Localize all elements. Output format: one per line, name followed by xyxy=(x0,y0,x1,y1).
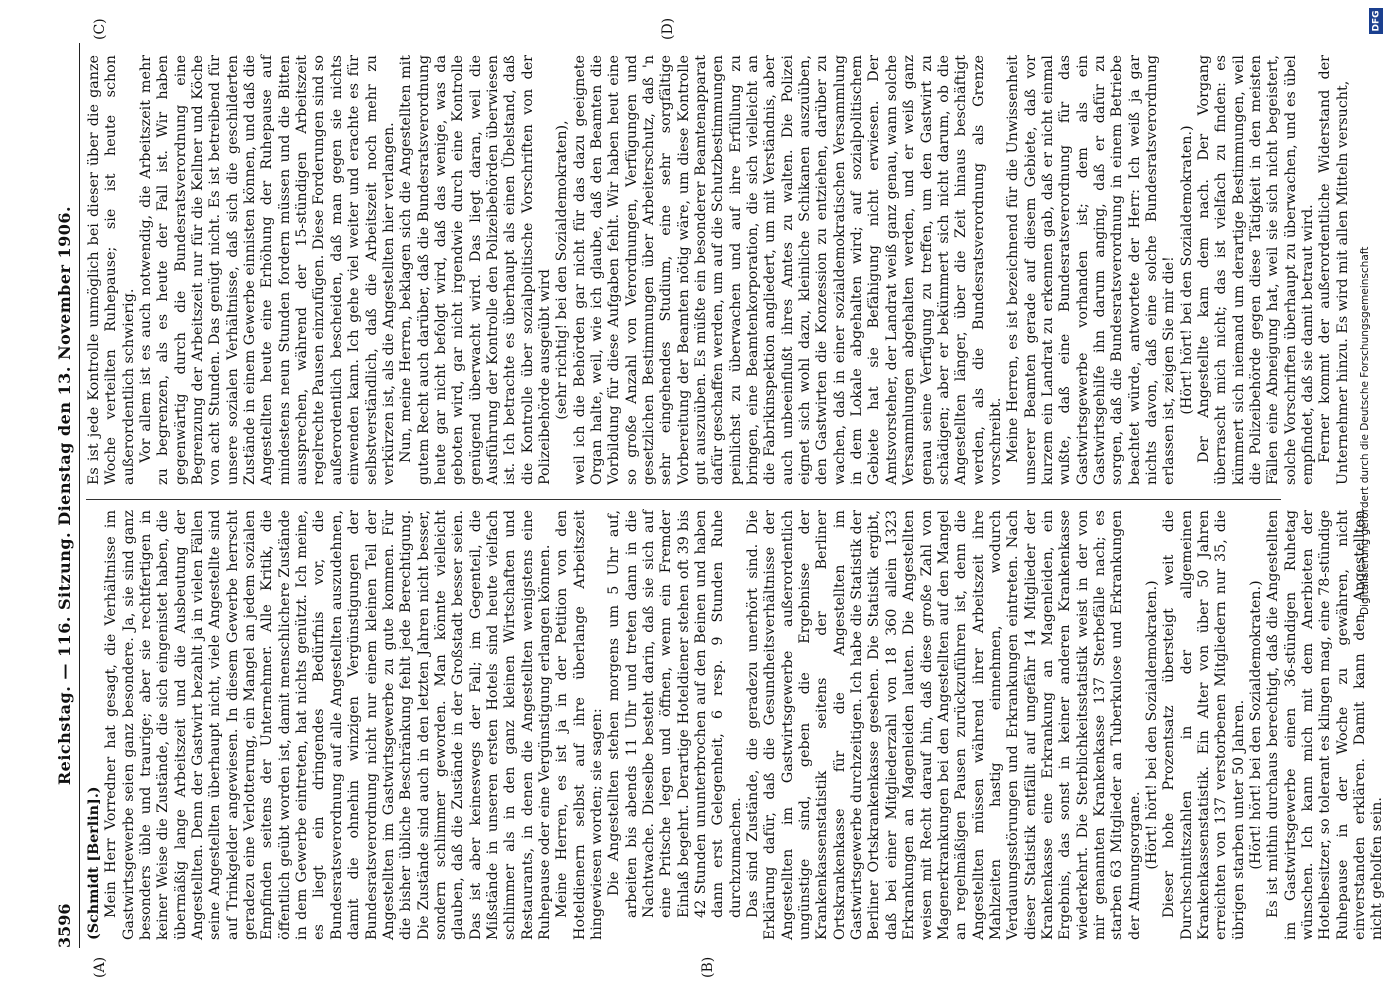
block-quote: Die Angestellten stehen morgens um 5 Uhr auf, arbeiten bis abends 11 Uhr und treten dann in die Nachtwache. Dieselbe besteht darin, daß sie sich auf eine Pritsche legen und öffnen, wenn ein Fremder Einlaß begehrt. Derartige Hoteldiener stehen oft 39 bis 42 Stunden ununterbrochen auf den Beinen und haben dann erst Gelegenheit, 6 resp. 9 Stunden Ruhe durchzumachen. xyxy=(606,510,744,918)
column-divider xyxy=(86,499,1281,500)
paragraph: Der Angestellte kam dem nach. Der Vorgang überrascht mich nicht; das ist vielfach zu finden: es kümmert sich niemand um derartige Bestimmungen, weil die Polizeibehörde gegen diese Tätigkeit in den meisten Fällen eine Abneigung hat, weil sie sich nicht begeistert, solche Vorschriften überhaupt zu überwachen, und es übel empfindet, daß sie damit betraut wird. xyxy=(1196,55,1317,485)
paragraph: Es ist mithin durchaus berechtigt, daß die Angestellten im Gastwirtsgewerbe einen 36-stündigen Ruhetag wünschen. Ich kann mich mit dem Anerbieten der Hotelbesitzer, so tolerant es klingen mag, eine 78-stündige Ruhepause in der Woche zu gewähren, nicht einverstanden erklären. Damit kann den Angestellten nicht geholfen sein. xyxy=(1265,510,1386,940)
speaker-line: (Schmidt [Berlin].) xyxy=(86,786,102,940)
paragraph: Meine Herren, es ist bezeichnend für die Unwissenheit unserer Beamten gerade auf diesem Gebiete, daß vor kurzem ein Landrat zu erkennen gab, daß er nicht einmal wußte, daß eine Bundesratsverordnung für das Gastwirtsgewerbe vorhanden ist; dem als ein Gastwirtsgehilfe ihn darum anging, daß er dafür zu sorgen, daß die Bundesratsverordnung in einem Betriebe beachtet würde, antwortete der Herr: Ich weiß ja gar nichts davon, daß eine solche Bundesratsverordnung erlassen ist, zeigen Sie mir die! xyxy=(1005,55,1178,485)
margin-marker-b: (B) xyxy=(700,956,716,978)
paragraph: Ferner kommt der außerordentliche Widerstand der Unternehmer hinzu. Es wird mit allen Mitteln versucht, xyxy=(1317,55,1351,485)
left-column xyxy=(86,510,1386,940)
right-column xyxy=(86,55,1351,485)
paragraph: Meine Herren, es ist ja in der Petition von den Hoteldienern selbst auf ihre überlange Arbeitszeit hingewiesen worden; sie sagen: xyxy=(554,510,605,940)
interjection: (Hört! hört! bei den Sozialdemokraten.) xyxy=(1248,580,1265,870)
interjection: (Hört! hört! bei den Sozialdemokraten.) xyxy=(1178,125,1195,415)
paragraph: Vor allem ist es auch notwendig, die Arbeitszeit mehr zu begrenzen, als es heute der Fall ist. Wir haben gegenwärtig durch die Bundesratsverordnung eine Begrenzung der Arbeitszeit nur für die Kellner und Köche von acht Stunden. Das genügt nicht. Es ist betreibend für unsere sozialen Verhältnisse, daß sich die geschilderten Zustände in einem Gewerbe einnisten können, und daß die Angestellten heute eine Erhöhung der Ruhepause auf mindestens neun Stunden fordern müssen und die Bitten aussprechen, während der 15-stündigen Arbeitszeit regelrechte Pausen einzufügen. Diese Forderungen sind so außerordentlich bescheiden, daß man gegen sie nichts einwenden kann. Ich gehe viel weiter und erachte es für selbstverständlich, daß die Arbeitszeit noch mehr zu verkürzen ist, als die Angestellten hier verlangen. xyxy=(138,55,397,485)
interjection: (Hört! hört! bei den Sozialdemokraten.) xyxy=(1143,580,1160,870)
running-head: Reichstag. — 116. Sitzung. Dienstag den 13. November 1906. xyxy=(55,205,74,786)
margin-marker-a: (A) xyxy=(92,956,108,978)
interjection: (sehr richtig! bei den Sozialdemokraten), xyxy=(554,120,571,420)
margin-marker-d: (D) xyxy=(660,17,676,40)
dfg-logo: DFG xyxy=(1369,8,1383,34)
paragraph: Dieser hohe Prozentsatz übersteigt weit die Durchschnittszahlen in der allgemeinen Krankenkassenstatistik. Ein Alter von über 50 Jahren erreichten von 137 verstorbenen Mitgliedern nur 35, die übrigen starben unter 50 Jahren. xyxy=(1161,510,1247,940)
page-number: 3596 xyxy=(55,903,74,948)
paragraph: Nun, meine Herren, beklagen sich die Angestellten mit gutem Recht auch darüber, daß die Bundesratsverordnung heute gar nicht befolgt wird, daß das wenige, was da geboten wird, gar nicht irgendwie durch eine Kontrolle genügend überwacht wird. Das liegt daran, weil die Ausführung der Kontrolle den Polizeibehörden überwiesen ist. Ich betrachte es überhaupt als einen Übelstand, daß die Kontrolle über sozialpolitische Vorschriften von der Polizeibehörde ausgeübt wird xyxy=(398,55,553,485)
digitization-credit: Digitalisierung gefördert durch die Deutsche Forschungsgemeinschaft xyxy=(1359,246,1371,615)
paragraph: Das sind Zustände, die geradezu unerhört sind. Die Erklärung dafür, daß die Gesundheitsverhältnisse der Angestellten im Gastwirtsgewerbe außerordentlich ungünstige sind, geben die Ergebnisse der Krankenkassenstatistik seitens der Berliner Ortskrankenkasse für die Angestellten im Gastwirtsgewerbe durchzeitigen. Ich habe die Statistik der Berliner Ortskrankenkasse gesehen. Die Statistik ergibt, daß bei einer Mitgliederzahl von 18 360 allein 1323 Erkrankungen an Magenleiden lauten. Die Angestellten weisen mit Recht darauf hin, daß diese große Zahl von Magenerkrankungen bei den Angestellten auf den Mangel an regelmäßigen Pausen zurückzuführen ist, denn die Angestellten müssen während ihrer Arbeitszeit ihre Mahlzeiten hastig einnehmen, wodurch Verdauungsstörungen und Erkrankungen eintreten. Nach dieser Statistik entfällt auf ungefähr 14 Mitglieder der Krankenkasse eine Erkrankung an Magenleiden, ein Ergebnis, das sonst in keiner anderen Krankenkasse wiederkehrt. Die Sterblichkeitsstatistik weist in der von mir genannten Krankenkasse 137 Sterbefälle nach; es starben 63 Mitglieder an Tuberkulose und Erkrankungen der Atmungsorgane. xyxy=(745,510,1143,940)
paragraph: Mein Herr Vorredner hat gesagt, die Verhältnisse im Gastwirtsgewerbe seien ganz besondere. Ja, sie sind ganz besonders üble und traurige; aber sie rechtfertigen in keiner Weise die Zustände, die sich eingenistet haben, die übermäßig lange Arbeitszeit und die Ausbeutung der Angestellten. Denn der Gastwirt bezahlt ja in vielen Fällen seine Angestellten überhaupt nicht, viele Angestellte sind auf Trinkgelder angewiesen. In diesem Gewerbe herrscht geradezu eine Verlotterung, ein Mangel an jedem sozialen Empfinden seitens der Unternehmer. Alle Kritik, die öffentlich geübt worden ist, damit menschlichere Zustände in dem Gewerbe eintreten, hat nichts genützt. Ich meine, es liegt ein dringendes Bedürfnis vor, die Bundesratsverordnung auf alle Angestellten auszudehnen, damit die ohnehin winzigen Vergünstigungen der Bundesratsverordnung nicht nur einem kleinen Teil der Angestellten im Gastwirtsgewerbe zu gute kommen. Für die bisher übliche Beschränkung fehlt jede Berechtigung. Die Zustände sind auch in den letzten Jahren nicht besser, sondern schlimmer geworden. Man könnte vielleicht glauben, daß die Zustände in der Großstadt besser seien. Das ist aber keineswegs der Fall; im Gegenteil, die Mißstände in unseren ersten Hotels sind heute vielfach schlimmer als in den ganz kleinen Wirtschaften und Restaurants, in denen die Angestellten wenigstens eine Ruhepause oder eine Vergünstigung erlangen können. xyxy=(103,510,553,940)
paragraph: weil ich die Behörden gar nicht für das dazu geeignete Organ halte, weil, wie ich glaube, daß den Beamten die Vorbildung für diese Aufgaben fehlt. Wir haben heut eine so große Anzahl von Verordnungen, Verfügungen und gesetzlichen Bestimmungen über Arbeiterschutz, daß 'n sehr eingehendes Studium, eine sehr sorgfältige Vorbereitung der Beamten nötig wäre, um diese Kontrolle gut auszuüben. Es müßte ein besonderer Beamtenapparat dafür geschaffen werden, um auf die Schutzbestimmungen peinlichst zu überwachen und auf ihre Erfüllung zu bringen, eine Beamtenkorporation, die sich vielleicht an die Fabrikinspektion angliedert, um mit Verständnis, aber auch unbeeinflußt ihres Amtes zu walten. Die Polizei eignet sich wohl dazu, kleinliche Schikanen auszuüben, den Gastwirten die Konzession zu entziehen, darüber zu wachen, daß in einer sozialdemokratischen Versammlung in dem Lokale abgehalten wird; auf sozialpolitischem Gebiete hat sie Befähigung nicht erwiesen. Der Amtsvorsteher, der Landrat weiß ganz genau, wann solche Versammlungen abgehalten werden, und er weiß ganz genau seine Verfügung zu treffen, um den Gastwirt zu schädigen; aber er bekümmert sich nicht darum, ob die Angestellten länger, über die Zeit hinaus beschäftigt werden, als die Bundesratsverordnung als Grenze vorschreibt. xyxy=(571,55,1004,485)
margin-marker-c: (C) xyxy=(92,18,108,40)
paragraph: Es ist jede Kontrolle unmöglich bei dieser über die ganze Woche verteilten Ruhepause; sie ist heute schon außerordentlich schwierig. xyxy=(86,55,137,485)
page-header xyxy=(55,43,80,948)
